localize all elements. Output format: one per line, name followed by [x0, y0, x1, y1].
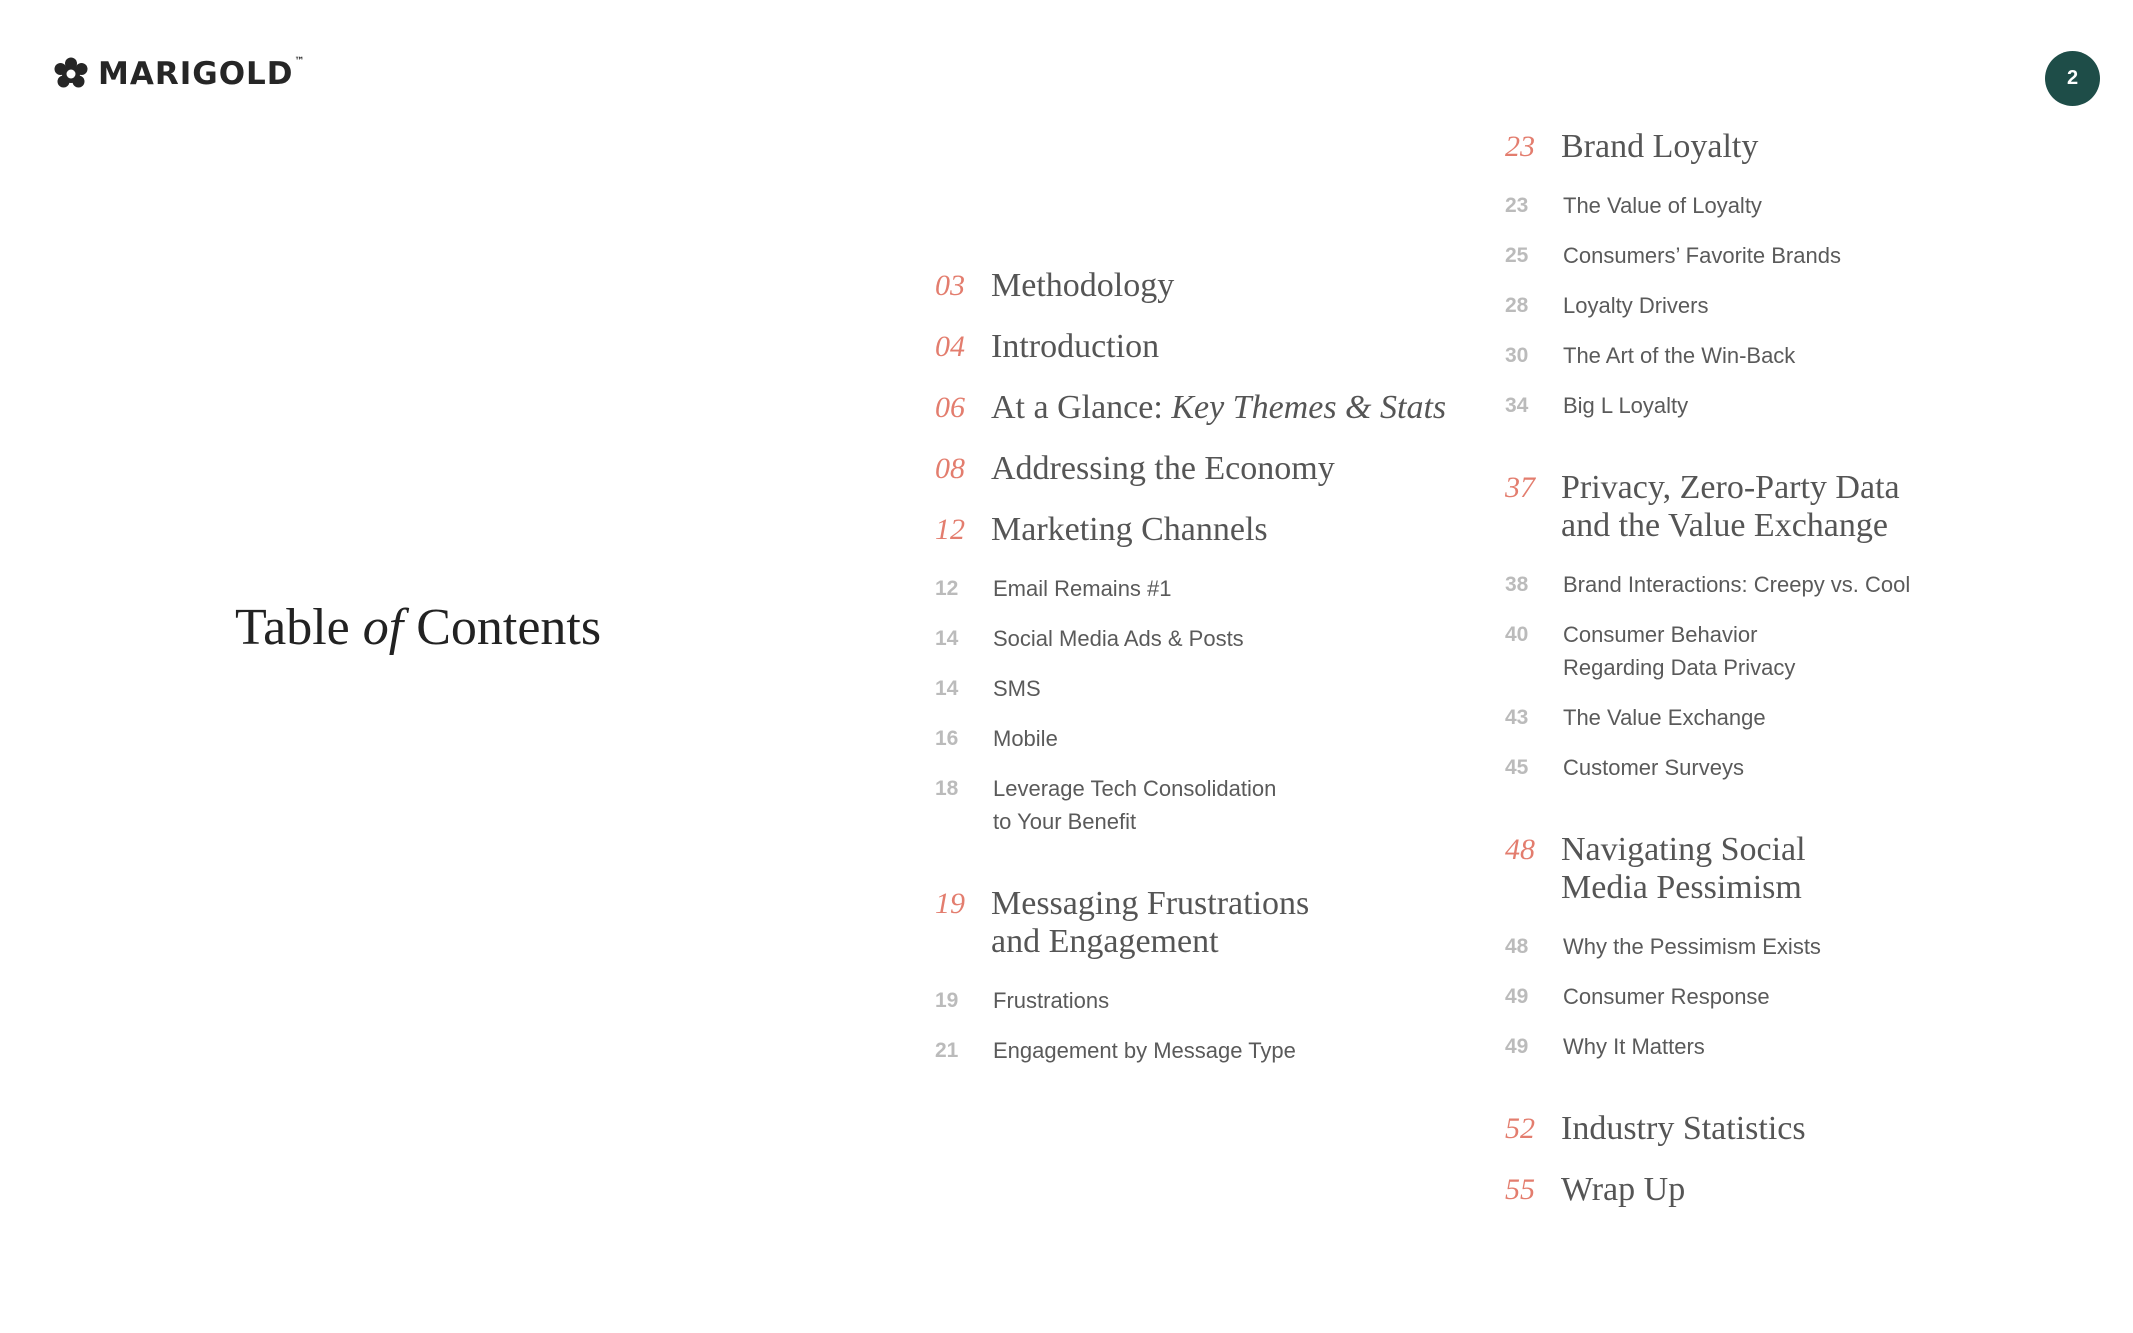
subitem-page: 28	[1505, 294, 1529, 317]
toc-section-introduction[interactable]	[935, 328, 1465, 366]
toc-section-privacy[interactable]	[1505, 469, 2065, 545]
subitem-page: 25	[1505, 244, 1529, 267]
toc-subitem[interactable]	[935, 984, 1465, 1017]
toc-subitem[interactable]	[935, 622, 1465, 655]
toc-section-economy[interactable]	[935, 450, 1465, 488]
subitem-page: 21	[935, 1039, 959, 1062]
flower-icon	[54, 57, 88, 91]
subitem-page: 19	[935, 989, 959, 1012]
section-number: 06	[935, 391, 965, 424]
toc-section-industry-statistics[interactable]	[1505, 1110, 2065, 1148]
toc-subitem[interactable]	[935, 772, 1465, 838]
section-number: 19	[935, 887, 965, 920]
toc-section-brand-loyalty[interactable]	[1505, 128, 2065, 166]
toc-section-wrap-up[interactable]	[1505, 1171, 2065, 1209]
subitem-title: Loyalty Drivers	[1563, 293, 1709, 318]
section-number: 37	[1505, 471, 1535, 504]
section-number: 12	[935, 513, 965, 546]
section-title: Introduction	[991, 328, 1160, 365]
subitem-title: Email Remains #1	[993, 576, 1172, 601]
brand-logo	[54, 56, 306, 92]
section-title: At a Glance: Key Themes & Stats	[991, 389, 1447, 426]
section-number: 03	[935, 269, 965, 302]
subitem-page: 49	[1505, 985, 1529, 1008]
subitem-title: Brand Interactions: Creepy vs. Cool	[1563, 572, 1911, 597]
section-title: Messaging Frustrations and Engagement	[991, 885, 1310, 960]
subitem-page: 30	[1505, 344, 1529, 367]
page-title: Table of Contents	[235, 599, 602, 656]
section-number: 48	[1505, 833, 1535, 866]
section-number: 04	[935, 330, 965, 363]
subitem-title: Social Media Ads & Posts	[993, 626, 1244, 651]
subitem-page: 38	[1505, 573, 1529, 596]
page-number-badge: 2	[2045, 51, 2100, 106]
toc-subitem[interactable]	[935, 1034, 1465, 1067]
subitem-page: 48	[1505, 935, 1529, 958]
section-title: Privacy, Zero-Party Data and the Value Exchange	[1561, 469, 1900, 544]
section-title: Wrap Up	[1561, 1171, 1686, 1208]
subitem-title: Why It Matters	[1563, 1034, 1705, 1059]
subitem-page: 23	[1505, 194, 1529, 217]
section-title: Industry Statistics	[1561, 1110, 1806, 1147]
subitem-title: Why the Pessimism Exists	[1563, 934, 1821, 959]
subitem-page: 49	[1505, 1035, 1529, 1058]
subitem-page: 40	[1505, 623, 1529, 646]
toc-subitem[interactable]	[935, 572, 1465, 605]
subitem-title: Leverage Tech Consolidation to Your Benefit	[993, 776, 1277, 834]
subitem-page: 14	[935, 677, 959, 700]
subitem-title: Consumer Response	[1563, 984, 1770, 1009]
subitem-page: 18	[935, 777, 959, 800]
toc-subitem[interactable]	[935, 722, 1465, 755]
subitem-title: Big L Loyalty	[1563, 393, 1689, 418]
subitem-page: 43	[1505, 706, 1529, 729]
subitem-page: 45	[1505, 756, 1529, 779]
toc-subitem[interactable]	[1505, 980, 2065, 1013]
section-title: Marketing Channels	[991, 511, 1268, 548]
subitem-title: Frustrations	[993, 988, 1110, 1013]
toc-subitem[interactable]	[1505, 389, 2065, 422]
toc-subitem[interactable]	[1505, 239, 2065, 272]
toc-subitem[interactable]	[1505, 339, 2065, 372]
logo-wordmark: MARIGOLD™	[98, 56, 306, 92]
subitem-title: The Art of the Win-Back	[1563, 343, 1796, 368]
section-title: Brand Loyalty	[1561, 128, 1759, 165]
toc-subitem[interactable]	[1505, 751, 2065, 784]
subitem-page: 16	[935, 727, 959, 750]
toc-subitem[interactable]	[1505, 568, 2065, 601]
section-title: Navigating Social Media Pessimism	[1561, 831, 1806, 906]
subitem-title: The Value Exchange	[1563, 705, 1766, 730]
subitem-page: 34	[1505, 394, 1529, 417]
section-title: Addressing the Economy	[991, 450, 1335, 487]
subitem-title: SMS	[993, 676, 1041, 701]
subitem-title: Mobile	[993, 726, 1058, 751]
section-number: 08	[935, 452, 965, 485]
toc-subitem[interactable]	[1505, 930, 2065, 963]
section-number: 55	[1505, 1173, 1535, 1206]
toc-subitem[interactable]	[1505, 289, 2065, 322]
toc-section-messaging[interactable]	[935, 885, 1465, 961]
toc-column-left	[935, 267, 1465, 1084]
toc-section-social-media[interactable]	[1505, 831, 2065, 907]
toc-section-methodology[interactable]	[935, 267, 1465, 305]
toc-section-at-a-glance[interactable]	[935, 389, 1465, 427]
toc-section-marketing-channels[interactable]	[935, 511, 1465, 549]
subitem-title: Consumers’ Favorite Brands	[1563, 243, 1841, 268]
subitem-title: Customer Surveys	[1563, 755, 1744, 780]
toc-subitem[interactable]	[1505, 618, 2065, 684]
toc-subitem[interactable]	[935, 672, 1465, 705]
subitem-title: Engagement by Message Type	[993, 1038, 1296, 1063]
toc-column-right	[1505, 128, 2065, 1232]
section-number: 52	[1505, 1112, 1535, 1145]
toc-subitem[interactable]	[1505, 1030, 2065, 1063]
toc-subitem[interactable]	[1505, 701, 2065, 734]
section-title: Methodology	[991, 267, 1175, 304]
toc-subitem[interactable]	[1505, 189, 2065, 222]
subitem-page: 12	[935, 577, 959, 600]
subitem-page: 14	[935, 627, 959, 650]
subitem-title: Consumer Behavior Regarding Data Privacy	[1563, 622, 1796, 680]
section-number: 23	[1505, 130, 1535, 163]
subitem-title: The Value of Loyalty	[1563, 193, 1762, 218]
